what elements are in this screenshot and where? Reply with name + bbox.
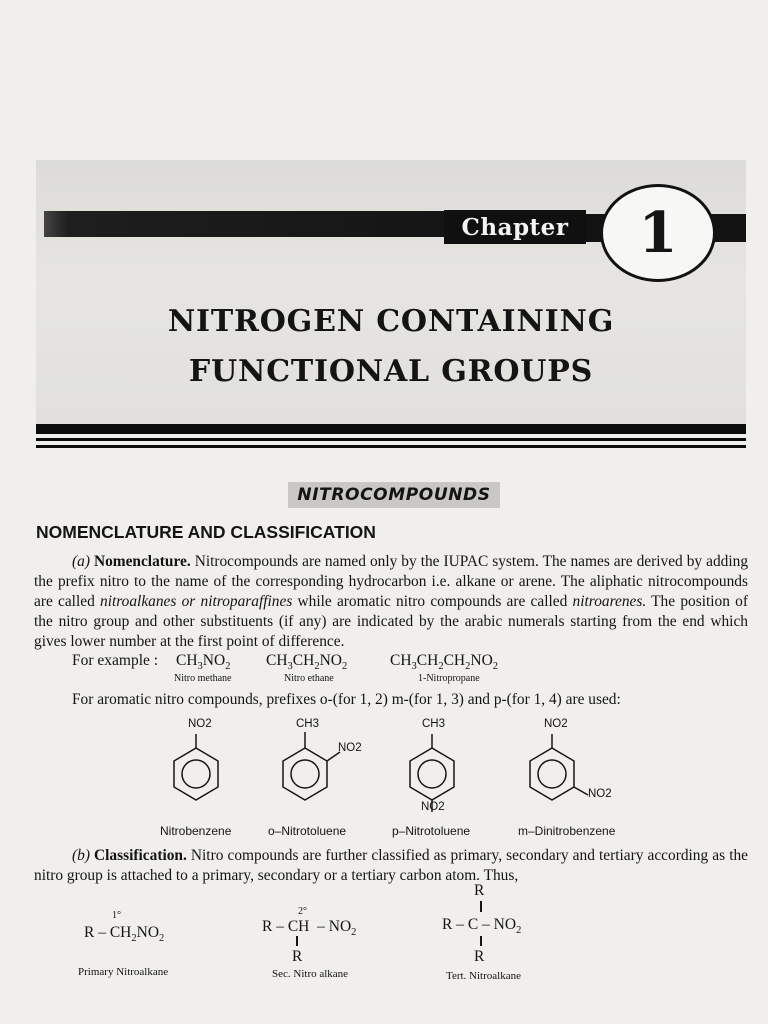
o-nitrotoluene-ring: [283, 732, 340, 800]
example-intro: For example :: [72, 652, 159, 669]
classification-label-prefix: (b): [72, 847, 90, 864]
nomenclature-label: Nomenclature.: [89, 553, 191, 570]
structures-diagram: [0, 712, 768, 842]
chapter-number: 1: [600, 184, 716, 282]
structure-name-nitrobenzene: Nitrobenzene: [160, 824, 232, 838]
primary-formula: R – $CH_2NO_2$: [84, 924, 165, 945]
tertiary-r-top: R: [474, 882, 485, 899]
structure-name-p-nitrotoluene: p–Nitrotoluene: [392, 824, 471, 838]
classification-paragraph: [34, 846, 748, 886]
header-rule-thick: [36, 424, 746, 434]
tertiary-bond-bottom: [480, 936, 482, 946]
example-name-2: Nitro ethane: [284, 673, 334, 684]
o-nitrotoluene-no2: NO2: [338, 742, 362, 754]
nitrobenzene-no2: NO2: [188, 718, 212, 730]
chapter-title-line2: FUNCTIONAL GROUPS: [188, 354, 594, 389]
primary-name: Primary Nitroalkane: [78, 966, 169, 978]
example-formula-3: $CH_3CH_2CH_2NO_2$: [390, 652, 499, 673]
tertiary-name: Tert. Nitroalkane: [446, 970, 521, 982]
secondary-r: R: [292, 948, 303, 965]
tertiary-r-bottom: R: [474, 948, 485, 965]
example-formula-2: $CH_3CH_2NO_2$: [266, 652, 348, 673]
m-dinitrobenzene-no2-top: NO2: [544, 718, 568, 730]
nomenclature-label-prefix: (a): [72, 553, 90, 570]
header-rule-thin: [36, 445, 746, 448]
secondary-formula: R – CH – $NO_2$: [262, 918, 357, 939]
nomenclature-text3: The position of the nitro group and other substituents (if any) are indicated by the arabic numerals starting from the end which gives lower number at the first point of difference.: [34, 593, 748, 650]
nitrobenzene-ring: [174, 734, 218, 800]
chapter-title-line1: NITROGEN CONTAINING: [167, 304, 615, 339]
secondary-degree: 2°: [298, 906, 307, 917]
classification-text: Nitro compounds are further classified as primary, secondary and tertiary according as the nitro group is attached to a primary, secondary or a tertiary carbon atom. Thus,: [34, 847, 748, 884]
aromatic-intro: For aromatic nitro compounds, prefixes o-(for 1, 2) m-(for 1, 3) and p-(for 1, 4) are used:: [72, 691, 621, 708]
secondary-name: Sec. Nitro alkane: [272, 968, 349, 980]
example-formula-1: $CH_3NO_2$: [176, 652, 231, 673]
section-banner: NITROCOMPOUNDS: [288, 482, 500, 508]
o-nitrotoluene-ch3: CH3: [296, 718, 320, 730]
chapter-label: Chapter: [444, 210, 586, 244]
tertiary-formula: R – C – $NO_2$: [442, 916, 522, 937]
p-nitrotoluene-no2: NO2: [421, 801, 445, 813]
structure-name-m-dinitrobenzene: m–Dinitrobenzene: [518, 824, 616, 838]
nomenclature-em2: nitroarenes.: [572, 593, 647, 610]
tertiary-bond-top: [480, 901, 482, 912]
example-name-1: Nitro methane: [174, 673, 232, 684]
nomenclature-em1: nitroalkanes or nitroparaffines: [100, 593, 293, 610]
header-rule-thin: [36, 438, 746, 441]
nomenclature-text1: Nitrocompounds are named only by the IUPAC system. The names are derived by adding the prefix nitro to the name of the corresponding hydrocarbon i.e. alkane or arene. The aliphatic nitrocompounds are called: [34, 553, 749, 610]
primary-degree: 1°: [112, 910, 121, 921]
structure-name-o-nitrotoluene: o–Nitrotoluene: [268, 824, 347, 838]
nomenclature-paragraph: [34, 552, 748, 652]
example-name-3: 1-Nitropropane: [418, 673, 480, 684]
classification-label: Classification.: [89, 847, 187, 864]
p-nitrotoluene-ch3: CH3: [422, 718, 446, 730]
m-dinitrobenzene-ring: [530, 734, 588, 800]
secondary-bond: [296, 936, 298, 946]
section-heading: NOMENCLATURE AND CLASSIFICATION: [36, 522, 376, 542]
header-decorative-bar: [44, 211, 444, 237]
m-dinitrobenzene-no2-meta: NO2: [588, 788, 612, 800]
nomenclature-text2: while aromatic nitro compounds are called: [292, 593, 573, 610]
